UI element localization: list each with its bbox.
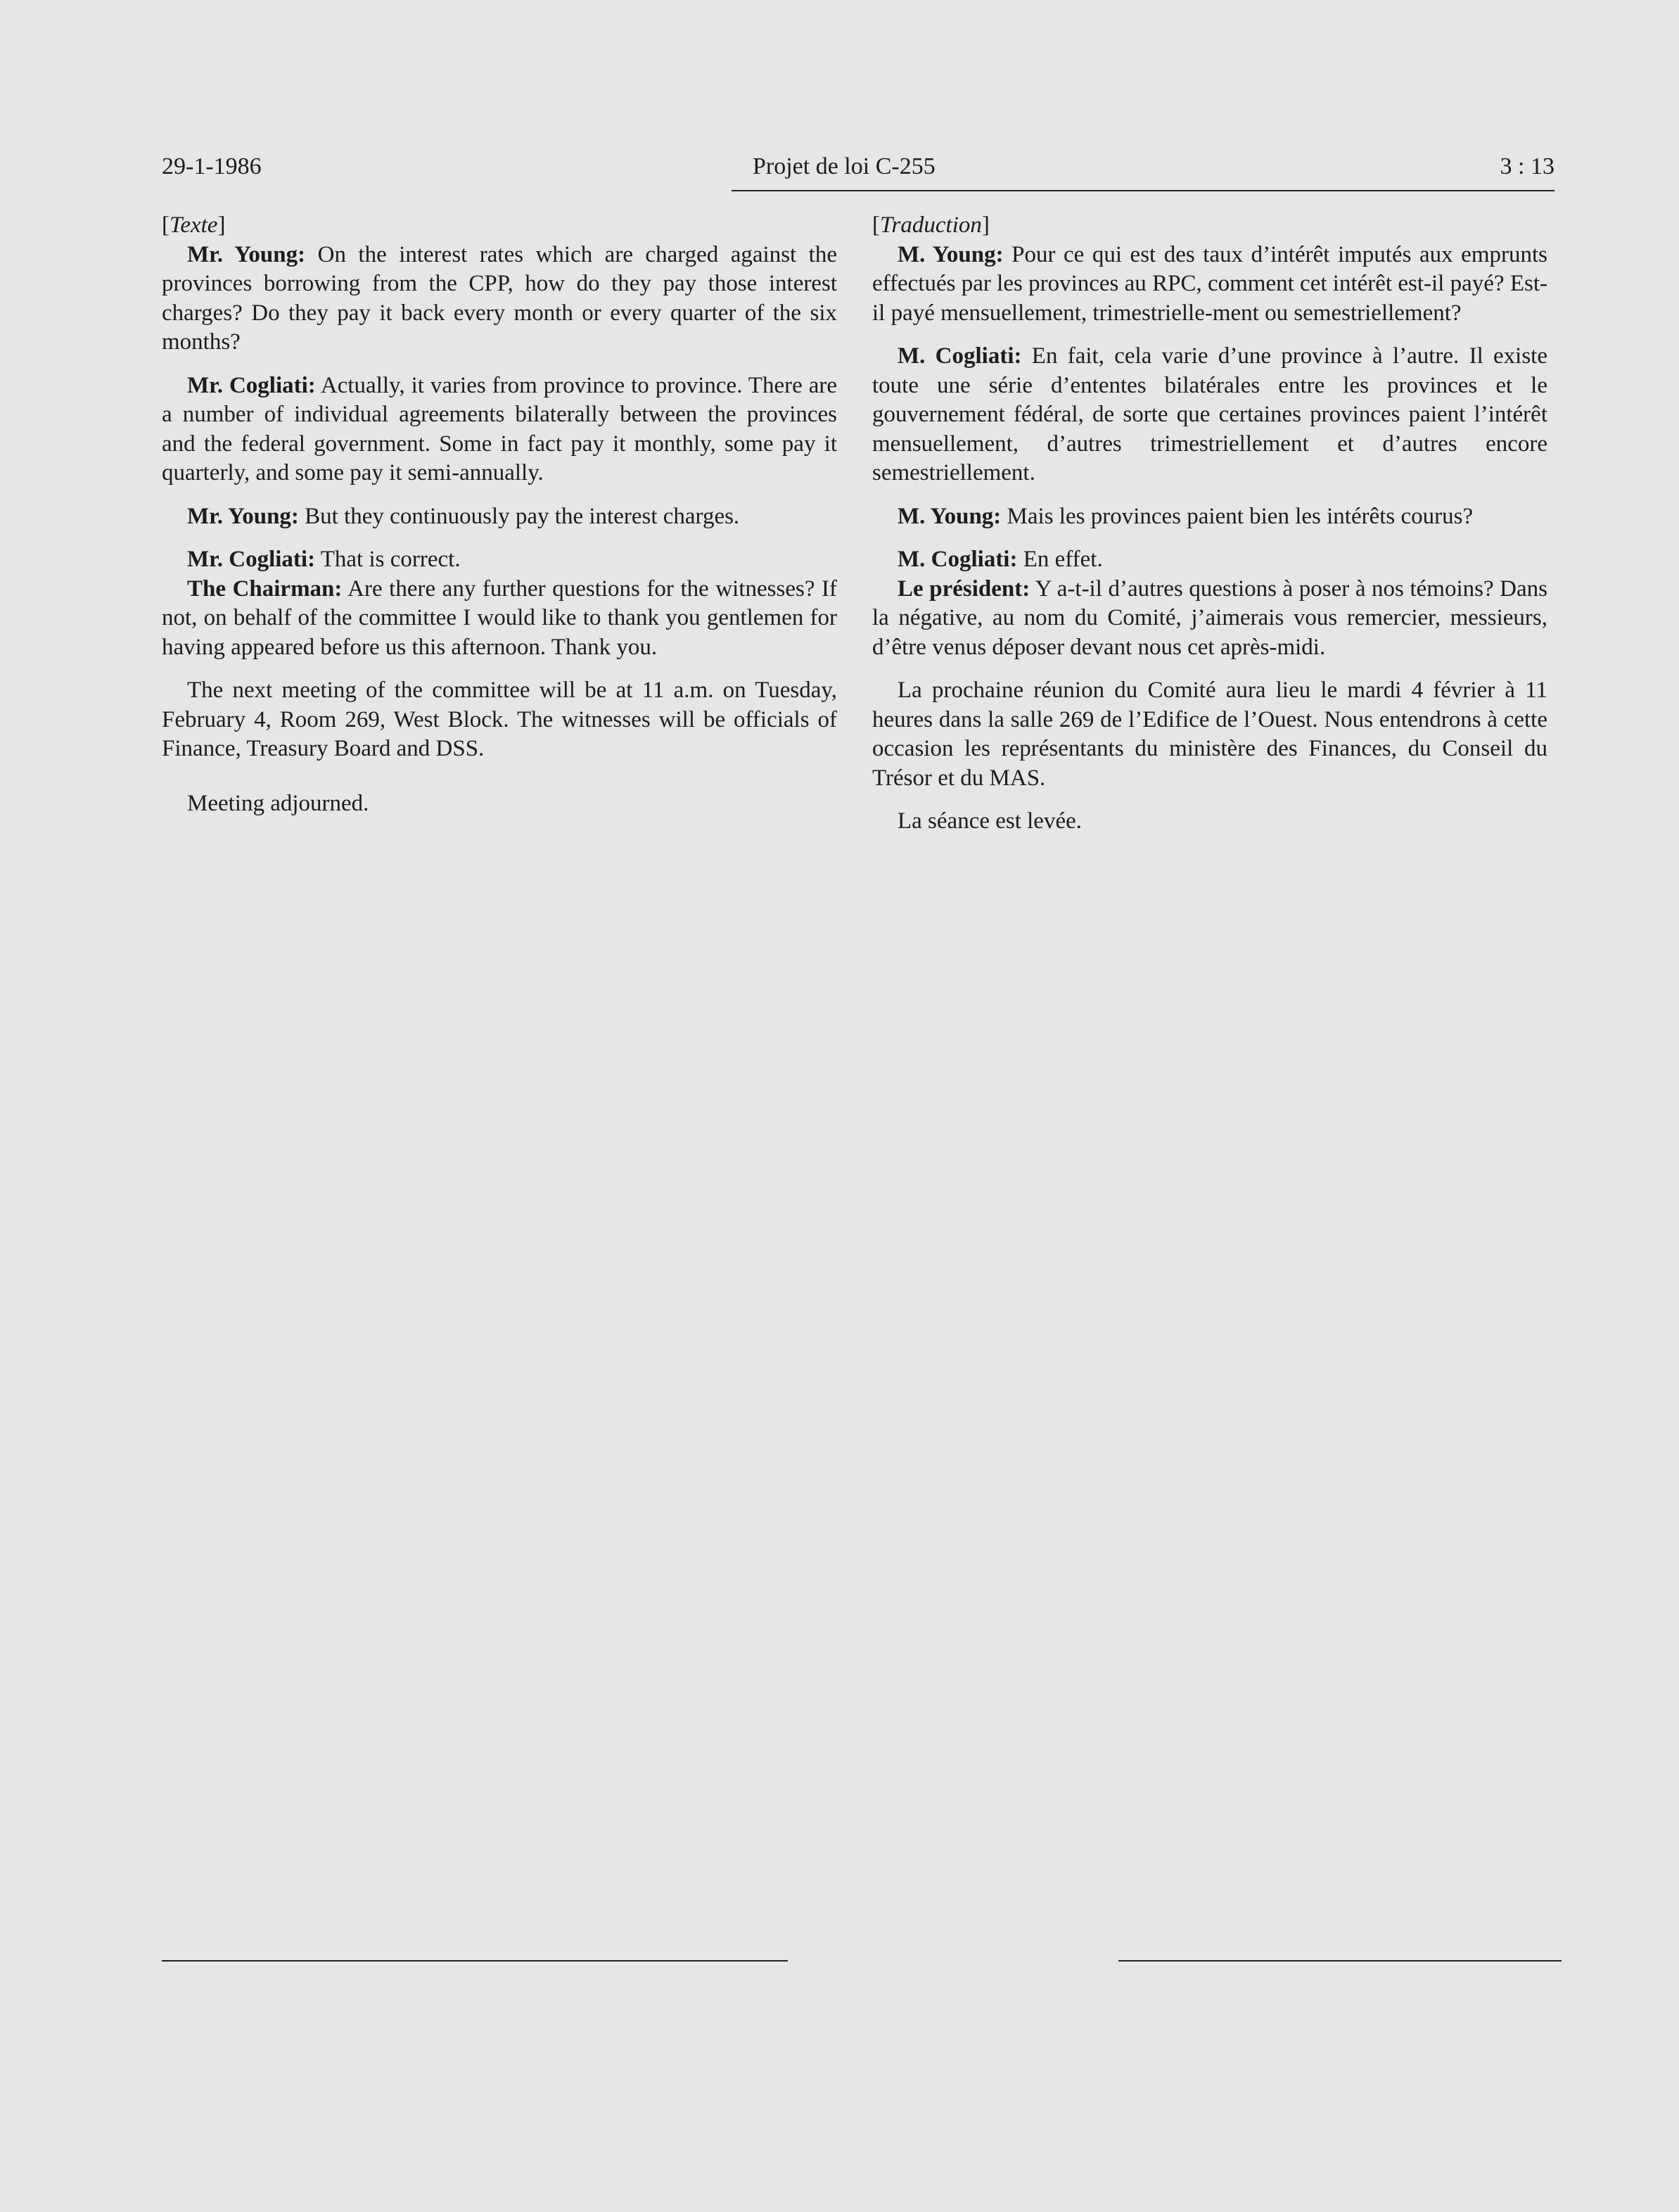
paragraph-text: La prochaine réunion du Comité aura lieu le mardi 4 février à 11 heures dans la salle 269 de l’Edifice de l’Ouest. Nous entendrons à cette occasion les représentants du ministère des Finances, du Conseil du Trésor et du MAS.	[872, 678, 1547, 791]
paragraph	[872, 241, 1547, 329]
paragraph	[162, 371, 837, 488]
header-rule	[732, 190, 1554, 191]
french-column	[872, 211, 1547, 851]
column-tag-text: Texte	[170, 212, 218, 238]
paragraph	[162, 241, 837, 357]
speaker: Mr. Cogliati:	[187, 372, 316, 398]
page-header	[162, 153, 1554, 190]
paragraph	[872, 342, 1547, 488]
paragraph-text: En effet.	[1017, 547, 1103, 572]
column-tag: [Texte]	[162, 212, 226, 238]
footer-rule-left	[162, 1960, 788, 1962]
paragraph-text: On the interest rates which are charged against the provinces borrowing from the CPP, how do they pay those interest charges? Do they pay it back every month or every quarter of the six months?	[162, 241, 837, 355]
header-title: Projet de loi C-255	[753, 153, 936, 179]
paragraph-text: But they continuously pay the interest charges.	[298, 503, 740, 529]
speaker: Mr. Young:	[187, 503, 299, 529]
paragraph-text: Are there any further questions for the witnesses? If not, on behalf of the committee I would like to thank you gentlemen for having appeared before us this afternoon. Thank you.	[162, 576, 838, 660]
header-date: 29-1-1986	[162, 153, 262, 179]
paragraph	[872, 676, 1547, 793]
paragraph-text: The next meeting of the committee will be at 11 a.m. on Tuesday, February 4, Room 269, West Block. The witnesses will be officials of Finance, Treasury Board and DSS.	[162, 678, 837, 761]
footer-rule-right	[1118, 1960, 1562, 1962]
speaker: M. Cogliati:	[898, 343, 1022, 369]
paragraph	[162, 789, 837, 819]
speaker: Mr. Young:	[187, 241, 306, 267]
paragraph	[162, 575, 837, 663]
paragraph-text: En fait, cela varie d’une province à l’autre. Il existe toute une série d’ententes bilatérales entre les provinces et le gouvernement fédéral, de sorte que certaines provinces paient l’intérêt mensuellement, d’autres trimestriellement et d’autres encore semestriellement.	[872, 343, 1547, 485]
paragraph	[162, 676, 837, 764]
column-tag: [Traduction]	[872, 212, 990, 238]
paragraph	[872, 575, 1547, 663]
english-column	[162, 211, 837, 832]
paragraph-text: Y a-t-il d’autres questions à poser à nos témoins? Dans la négative, au nom du Comité, j’aimerais vous remercier, messieurs, d’être venus déposer devant nous cet après-midi.	[872, 576, 1548, 660]
speaker: Mr. Cogliati:	[187, 547, 316, 572]
speaker: The Chairman:	[187, 576, 343, 602]
paragraph-text: Mais les provinces paient bien les intérêts courus?	[1001, 503, 1474, 529]
paragraph-text: La séance est levée.	[898, 808, 1083, 834]
column-tag-text: Traduction	[880, 212, 982, 238]
paragraph-text: Actually, it varies from province to province. There are a number of individual agreements bilaterally between the provinces and the federal government. Some in fact pay it monthly, some pay it quarterly, and some pay it semi-annually.	[162, 372, 837, 485]
paragraph	[162, 502, 837, 532]
paragraph	[872, 807, 1547, 837]
paragraph-text: Meeting adjourned.	[187, 790, 369, 816]
paragraph	[162, 545, 837, 575]
speaker: M. Young:	[898, 503, 1002, 529]
speaker: M. Young:	[898, 241, 1004, 267]
paragraph	[872, 545, 1547, 575]
paragraph-text: Pour ce qui est des taux d’intérêt imputés aux emprunts effectués par les provinces au RPC, comment cet intérêt est-il payé? Est-il payé mensuellement, trimestrielle-ment ou semestriellement?	[872, 241, 1547, 326]
paragraph	[872, 502, 1547, 532]
speaker: M. Cogliati:	[898, 547, 1018, 572]
paragraph-text: That is correct.	[315, 547, 461, 572]
speaker: Le président:	[898, 576, 1030, 602]
header-page-number: 3 : 13	[1500, 153, 1554, 179]
